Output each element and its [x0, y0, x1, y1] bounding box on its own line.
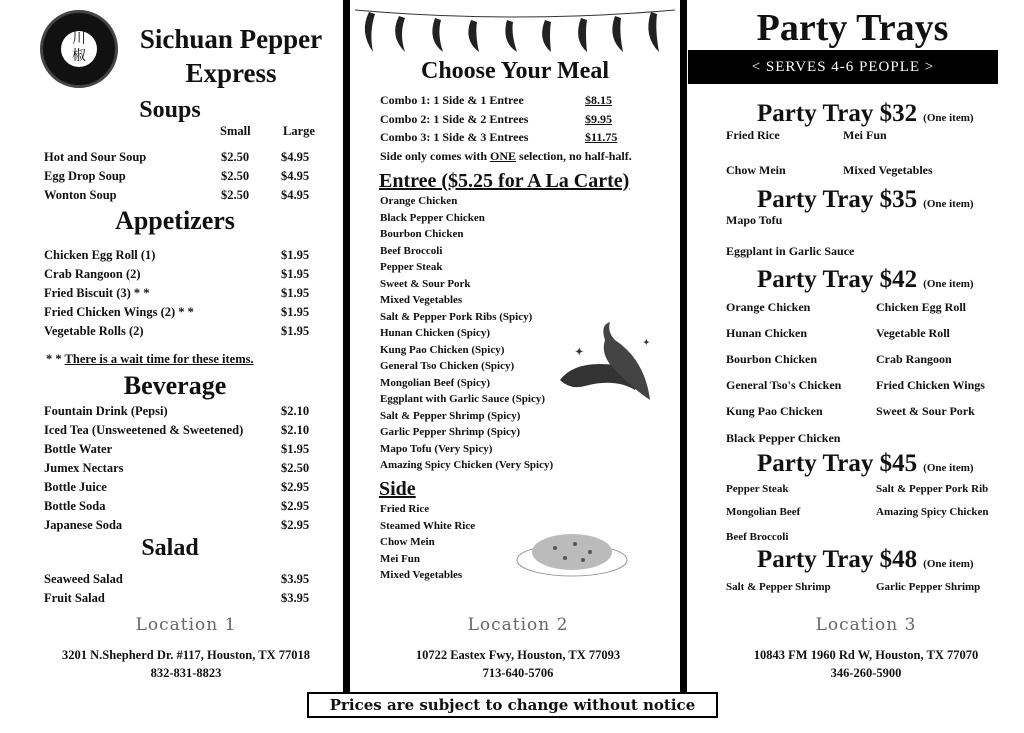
entree-item: Bourbon Chicken — [380, 228, 464, 240]
entree-item: Mixed Vegetables — [380, 294, 463, 306]
serves-banner: < SERVES 4-6 PEOPLE > — [688, 50, 998, 84]
tray-item: Black Pepper Chicken — [726, 431, 841, 445]
appetizers-item: Fried Chicken Wings (2) * * — [44, 305, 194, 319]
beverage-price: $2.10 — [281, 423, 310, 437]
beverage-item: Fountain Drink (Pepsi) — [44, 404, 168, 418]
location-phone: 832-831-8823 — [150, 666, 222, 680]
tray-item: Mixed Vegetables — [843, 163, 933, 177]
tray-item: Eggplant in Garlic Sauce — [726, 244, 855, 258]
combo-price: $11.75 — [585, 130, 618, 144]
soup-large-price: $4.95 — [281, 150, 310, 164]
soup-name: Wonton Soup — [44, 188, 117, 202]
appetizers-price: $1.95 — [281, 286, 310, 300]
soup-large-price: $4.95 — [281, 188, 310, 202]
side-item: Mixed Vegetables — [380, 569, 463, 581]
entree-item: Sweet & Sour Pork — [380, 277, 471, 290]
beverage-price: $1.95 — [281, 442, 310, 456]
note-text: There is a wait time for these items. — [64, 352, 254, 366]
tray-note: (One item) — [923, 112, 974, 124]
combo-price: $8.15 — [585, 93, 612, 107]
beverage-price: $2.95 — [281, 518, 310, 532]
appetizers-item: Crab Rangoon (2) — [44, 267, 141, 281]
tray-item: Chow Mein — [726, 163, 786, 177]
location-phone: 713-640-5706 — [482, 666, 554, 680]
side-item: Steamed White Rice — [380, 519, 476, 532]
tray-item: Amazing Spicy Chicken — [876, 506, 989, 518]
salad-price: $3.95 — [281, 591, 310, 605]
location-address: 10843 FM 1960 Rd W, Houston, TX 77070 — [753, 648, 979, 662]
tray-price-title: Party Tray $42 — [757, 266, 918, 293]
svg-text:✦: ✦ — [575, 347, 584, 358]
entree-heading: Entree ($5.25 for A La Carte) — [379, 170, 630, 192]
party-tray-title — [757, 546, 974, 574]
panel-border-left — [343, 0, 350, 692]
tray-item: Vegetable Roll — [876, 326, 950, 340]
tray-item: Chicken Egg Roll — [876, 300, 967, 314]
tray-item: Orange Chicken — [726, 300, 811, 314]
tray-note: (One item) — [923, 198, 974, 210]
tray-price-title: Party Tray $32 — [757, 100, 918, 127]
appetizers-price: $1.95 — [281, 305, 310, 319]
salad-item: Fruit Salad — [44, 591, 105, 605]
location-address: 10722 Eastex Fwy, Houston, TX 77093 — [415, 648, 621, 662]
location-address: 3201 N.Shepherd Dr. #117, Houston, TX 77018 — [62, 648, 310, 662]
col-large: Large — [283, 124, 315, 138]
location-label: Location 2 — [467, 615, 569, 635]
entree-item: Amazing Spicy Chicken (Very Spicy) — [380, 459, 554, 471]
tray-item: Garlic Pepper Shrimp — [876, 581, 981, 593]
tray-item: Mongolian Beef — [726, 506, 801, 518]
fried-rice-plate-icon — [515, 520, 630, 580]
footer-notice: Prices are subject to change without notice — [307, 692, 718, 718]
chili-pepper-icon — [555, 320, 655, 410]
beverage-item: Bottle Juice — [44, 480, 107, 494]
side-item: Mei Fun — [380, 552, 421, 565]
svg-text:✦: ✦ — [643, 338, 650, 347]
entree-item: Orange Chicken — [380, 195, 458, 207]
note-stars: * * — [46, 352, 65, 366]
entree-item: Black Pepper Chicken — [380, 211, 485, 224]
tray-item: Pepper Steak — [726, 483, 789, 495]
party-tray-title — [757, 266, 974, 294]
entree-item: Hunan Chicken (Spicy) — [380, 327, 491, 339]
beverage-price: $2.95 — [281, 480, 310, 494]
soup-large-price: $4.95 — [281, 169, 310, 183]
side-note-c: selection, no half-half. — [516, 149, 632, 163]
appetizers-price: $1.95 — [281, 267, 310, 281]
combo-name: Combo 1: 1 Side & 1 Entree — [380, 93, 524, 107]
side-note-one: ONE — [490, 149, 517, 163]
tray-price-title: Party Tray $35 — [757, 186, 918, 213]
restaurant-name: Sichuan Pepper — [139, 24, 323, 54]
entree-item: Garlic Pepper Shrimp (Spicy) — [380, 426, 521, 438]
beverage-item: Iced Tea (Unsweetened & Sweetened) — [44, 423, 244, 437]
side-note-a: Side only comes with — [380, 149, 491, 163]
panel-border-right — [680, 0, 687, 692]
soup-name: Egg Drop Soup — [44, 169, 126, 183]
tray-item: Hunan Chicken — [726, 326, 808, 340]
entree-item: Beef Broccoli — [380, 244, 443, 257]
beverage-price: $2.10 — [281, 404, 310, 418]
tray-item: Sweet & Sour Pork — [876, 404, 975, 418]
entree-item: General Tso Chicken (Spicy) — [380, 360, 515, 372]
tray-note: (One item) — [923, 278, 974, 290]
appetizers-price: $1.95 — [281, 248, 310, 262]
beverage-price: $2.95 — [281, 499, 310, 513]
entree-item: Eggplant with Garlic Sauce (Spicy) — [380, 393, 546, 405]
combo-name: Combo 3: 1 Side & 3 Entrees — [380, 130, 529, 144]
soup-small-price: $2.50 — [221, 188, 250, 202]
tray-item: Bourbon Chicken — [726, 352, 818, 366]
entree-item: Salt & Pepper Shrimp (Spicy) — [380, 409, 521, 422]
meal-heading: Choose Your Meal — [421, 58, 609, 84]
tray-item: Fried Rice — [726, 128, 780, 142]
combo-price: $9.95 — [585, 111, 612, 126]
salad-item: Seaweed Salad — [44, 572, 123, 586]
beverage-heading: Beverage — [123, 371, 227, 400]
logo: 川 椒 — [40, 10, 118, 88]
party-heading: Party Trays — [756, 7, 949, 49]
combo-name: Combo 2: 1 Side & 2 Entrees — [380, 111, 529, 126]
party-tray-title — [757, 186, 974, 214]
entree-item: Mongolian Beef (Spicy) — [380, 376, 490, 389]
beverage-item: Jumex Nectars — [44, 461, 124, 475]
side-heading: Side — [379, 478, 416, 500]
tray-price-title: Party Tray $45 — [757, 450, 918, 477]
side-item: Fried Rice — [380, 503, 430, 515]
soup-name: Hot and Sour Soup — [44, 150, 147, 164]
entree-item: Salt & Pepper Pork Ribs (Spicy) — [380, 310, 533, 323]
tray-item: Salt & Pepper Shrimp — [726, 581, 831, 593]
tray-item: Kung Pao Chicken — [726, 404, 823, 418]
entree-item: Kung Pao Chicken (Spicy) — [380, 343, 505, 356]
appetizers-item: Vegetable Rolls (2) — [44, 324, 144, 338]
soup-small-price: $2.50 — [221, 169, 250, 183]
tray-item: Crab Rangoon — [876, 352, 952, 366]
entree-item: Mapo Tofu (Very Spicy) — [380, 442, 493, 455]
salad-heading: Salad — [141, 535, 199, 561]
tray-item: Fried Chicken Wings — [876, 378, 985, 392]
soup-small-price: $2.50 — [221, 150, 250, 164]
tray-item: Mei Fun — [843, 128, 887, 142]
tray-item: Beef Broccoli — [726, 531, 789, 543]
tray-item: Mapo Tofu — [726, 213, 783, 227]
appetizers-price: $1.95 — [281, 324, 310, 338]
salad-price: $3.95 — [281, 572, 310, 586]
tray-item: General Tso's Chicken — [726, 378, 842, 392]
side-item: Chow Mein — [380, 536, 435, 548]
party-tray-title — [757, 450, 974, 478]
wait-note — [46, 352, 254, 367]
tray-note: (One item) — [923, 462, 974, 474]
chili-garland-icon — [355, 2, 675, 58]
col-small: Small — [220, 124, 251, 138]
location-phone: 346-260-5900 — [830, 666, 902, 680]
side-note — [380, 149, 632, 164]
soups-heading: Soups — [139, 97, 201, 123]
tray-note: (One item) — [923, 558, 974, 570]
beverage-item: Bottle Soda — [44, 499, 106, 513]
tray-item: Salt & Pepper Pork Rib — [876, 483, 989, 495]
restaurant-name-2: Express — [185, 58, 277, 88]
beverage-price: $2.50 — [281, 461, 310, 475]
beverage-item: Bottle Water — [44, 442, 113, 456]
appetizers-heading: Appetizers — [115, 206, 235, 235]
appetizers-item: Fried Biscuit (3) * * — [44, 286, 150, 300]
party-tray-title — [757, 100, 974, 128]
location-label: Location 1 — [135, 615, 237, 635]
appetizers-item: Chicken Egg Roll (1) — [44, 248, 156, 262]
entree-item: Pepper Steak — [380, 261, 443, 273]
beverage-item: Japanese Soda — [44, 518, 123, 532]
location-label: Location 3 — [815, 615, 917, 635]
tray-price-title: Party Tray $48 — [757, 546, 918, 573]
